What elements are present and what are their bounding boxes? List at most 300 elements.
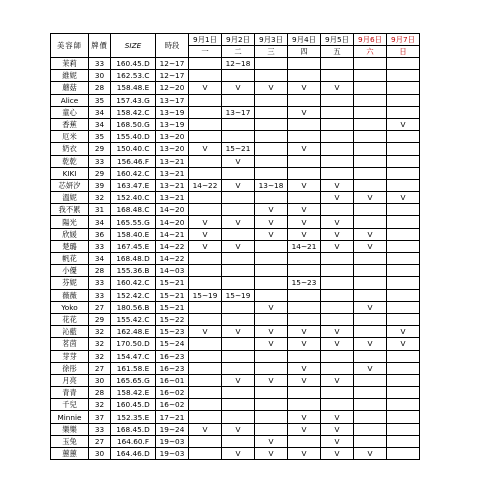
cell-day: [222, 338, 255, 350]
column-header-date: 9月7日: [387, 34, 420, 46]
cell-day: [255, 106, 288, 118]
cell-day: [222, 313, 255, 325]
cell-size: 154.47.C: [111, 350, 156, 362]
cell-day: [288, 265, 321, 277]
cell-day: V: [354, 192, 387, 204]
cell-time: 19~03: [156, 448, 189, 460]
cell-day: [288, 155, 321, 167]
cell-day: V: [288, 338, 321, 350]
cell-name: 樂樂: [51, 423, 89, 435]
cell-day: V: [354, 338, 387, 350]
cell-size: 152.42.C: [111, 289, 156, 301]
cell-time: 15~21: [156, 289, 189, 301]
cell-day: V: [321, 192, 354, 204]
cell-price: 36: [89, 228, 111, 240]
cell-day: [321, 265, 354, 277]
cell-day: [387, 350, 420, 362]
table-row: [51, 143, 420, 155]
cell-day: V: [321, 240, 354, 252]
cell-time: 16~23: [156, 362, 189, 374]
table-row: [51, 106, 420, 118]
cell-size: 152.40.C: [111, 192, 156, 204]
cell-day: V: [288, 82, 321, 94]
table-row: [51, 131, 420, 143]
table-row: [51, 338, 420, 350]
cell-day: V: [321, 216, 354, 228]
cell-day: [288, 289, 321, 301]
cell-name: 奶衣: [51, 143, 89, 155]
cell-day: V: [387, 118, 420, 130]
cell-day: [189, 301, 222, 313]
cell-day: [321, 143, 354, 155]
cell-day: [354, 131, 387, 143]
cell-day: [222, 265, 255, 277]
cell-day: [189, 411, 222, 423]
column-header-date: 9月1日: [189, 34, 222, 46]
cell-size: 156.46.F: [111, 155, 156, 167]
cell-day: [288, 435, 321, 447]
cell-size: 168.48.D: [111, 253, 156, 265]
cell-day: V: [255, 448, 288, 460]
cell-day: [222, 399, 255, 411]
cell-size: 170.50.D: [111, 338, 156, 350]
cell-day: [387, 253, 420, 265]
column-header-weekday: 四: [288, 46, 321, 58]
cell-name: 童心: [51, 106, 89, 118]
cell-day: [321, 155, 354, 167]
cell-day: [189, 387, 222, 399]
cell-name: 小優: [51, 265, 89, 277]
cell-day: [387, 216, 420, 228]
cell-day: [387, 423, 420, 435]
cell-day: [255, 58, 288, 70]
cell-name: 維妮: [51, 70, 89, 82]
column-header-date: 9月4日: [288, 34, 321, 46]
cell-day: [354, 216, 387, 228]
cell-name: 花花: [51, 313, 89, 325]
cell-day: [255, 240, 288, 252]
cell-day: [222, 301, 255, 313]
cell-day: [189, 399, 222, 411]
table-row: [51, 289, 420, 301]
table-row: [51, 448, 420, 460]
cell-price: 34: [89, 118, 111, 130]
cell-time: 19~03: [156, 435, 189, 447]
cell-day: [189, 155, 222, 167]
cell-day: [288, 94, 321, 106]
cell-name: 蘑菇: [51, 82, 89, 94]
cell-day: V: [189, 423, 222, 435]
cell-day: [288, 167, 321, 179]
cell-day: V: [321, 435, 354, 447]
cell-time: 13~21: [156, 179, 189, 191]
cell-day: [387, 301, 420, 313]
cell-day: [354, 289, 387, 301]
cell-time: 13~21: [156, 192, 189, 204]
cell-day: V: [189, 326, 222, 338]
cell-day: [321, 131, 354, 143]
cell-day: [387, 167, 420, 179]
cell-day: [189, 313, 222, 325]
table-row: [51, 155, 420, 167]
cell-time: 14~03: [156, 265, 189, 277]
cell-day: [354, 374, 387, 386]
cell-day: V: [321, 326, 354, 338]
cell-time: 12~17: [156, 58, 189, 70]
column-header-date: 9月6日: [354, 34, 387, 46]
cell-day: V: [189, 240, 222, 252]
cell-name: 我不累: [51, 204, 89, 216]
cell-day: [321, 313, 354, 325]
cell-day: V: [222, 179, 255, 191]
cell-day: [387, 228, 420, 240]
cell-day: [255, 387, 288, 399]
cell-day: [288, 192, 321, 204]
cell-size: 155.40.D: [111, 131, 156, 143]
cell-day: [222, 350, 255, 362]
table-row: [51, 94, 420, 106]
cell-size: 160.42.C: [111, 167, 156, 179]
cell-size: 163.47.E: [111, 179, 156, 191]
cell-day: V: [189, 143, 222, 155]
cell-day: [321, 167, 354, 179]
cell-day: [288, 70, 321, 82]
cell-name: 香蕉: [51, 118, 89, 130]
cell-time: 14~22: [156, 253, 189, 265]
cell-day: [288, 131, 321, 143]
cell-day: [255, 118, 288, 130]
cell-day: [255, 289, 288, 301]
cell-day: [387, 240, 420, 252]
cell-day: [189, 374, 222, 386]
cell-day: [354, 387, 387, 399]
cell-day: V: [255, 435, 288, 447]
cell-day: [189, 265, 222, 277]
cell-day: V: [255, 228, 288, 240]
table-row: [51, 350, 420, 362]
cell-time: 14~21: [156, 228, 189, 240]
cell-day: [222, 411, 255, 423]
table-row: [51, 435, 420, 447]
cell-price: 32: [89, 338, 111, 350]
cell-day: V: [354, 448, 387, 460]
cell-day: [189, 277, 222, 289]
cell-day: V: [354, 301, 387, 313]
cell-day: [354, 423, 387, 435]
cell-price: 33: [89, 277, 111, 289]
cell-day: [321, 301, 354, 313]
cell-price: 30: [89, 448, 111, 460]
cell-day: V: [288, 411, 321, 423]
cell-day: V: [222, 240, 255, 252]
cell-day: [354, 399, 387, 411]
cell-name: 溫妮: [51, 192, 89, 204]
cell-day: [189, 350, 222, 362]
cell-name: 楚璐: [51, 240, 89, 252]
cell-day: [354, 265, 387, 277]
cell-day: 13~18: [255, 179, 288, 191]
cell-day: [189, 131, 222, 143]
cell-name: 芬妮: [51, 277, 89, 289]
cell-size: 158.42.E: [111, 387, 156, 399]
cell-day: [255, 192, 288, 204]
cell-day: [387, 94, 420, 106]
cell-day: [354, 155, 387, 167]
cell-day: V: [222, 326, 255, 338]
cell-day: V: [255, 82, 288, 94]
cell-day: [288, 118, 321, 130]
cell-day: V: [222, 374, 255, 386]
cell-day: [387, 82, 420, 94]
cell-name: Minnie: [51, 411, 89, 423]
cell-day: V: [321, 411, 354, 423]
cell-day: [321, 106, 354, 118]
table-row: [51, 399, 420, 411]
cell-price: 27: [89, 435, 111, 447]
cell-day: [354, 58, 387, 70]
cell-price: 30: [89, 374, 111, 386]
cell-price: 33: [89, 58, 111, 70]
cell-day: V: [255, 326, 288, 338]
cell-size: 160.42.C: [111, 277, 156, 289]
cell-day: V: [189, 82, 222, 94]
cell-day: [255, 94, 288, 106]
cell-day: [321, 399, 354, 411]
cell-day: [288, 350, 321, 362]
cell-day: [387, 58, 420, 70]
cell-day: [354, 82, 387, 94]
cell-day: [321, 289, 354, 301]
cell-day: V: [222, 423, 255, 435]
schedule-table: [50, 33, 420, 460]
table-row: [51, 179, 420, 191]
cell-day: [354, 70, 387, 82]
cell-price: 37: [89, 411, 111, 423]
cell-price: 34: [89, 253, 111, 265]
cell-day: [222, 94, 255, 106]
cell-day: 15~21: [222, 143, 255, 155]
cell-price: 31: [89, 204, 111, 216]
cell-day: V: [321, 374, 354, 386]
table-row: [51, 228, 420, 240]
cell-day: [288, 313, 321, 325]
column-header-weekday: 三: [255, 46, 288, 58]
cell-time: 13~21: [156, 155, 189, 167]
cell-price: 27: [89, 301, 111, 313]
cell-time: 16~01: [156, 374, 189, 386]
cell-size: 180.56.B: [111, 301, 156, 313]
cell-name: 月亮: [51, 374, 89, 386]
cell-day: [354, 350, 387, 362]
cell-price: 33: [89, 423, 111, 435]
cell-day: [321, 204, 354, 216]
cell-size: 155.36.B: [111, 265, 156, 277]
cell-day: [354, 277, 387, 289]
cell-day: V: [387, 326, 420, 338]
cell-time: 15~22: [156, 313, 189, 325]
cell-price: 28: [89, 82, 111, 94]
table-row: [51, 301, 420, 313]
cell-time: 15~21: [156, 301, 189, 313]
cell-day: [387, 289, 420, 301]
cell-name: 厄米: [51, 131, 89, 143]
cell-day: V: [288, 204, 321, 216]
cell-day: [354, 118, 387, 130]
cell-day: [189, 58, 222, 70]
cell-day: [354, 313, 387, 325]
column-header-date: 9月5日: [321, 34, 354, 46]
cell-day: [387, 362, 420, 374]
table-row: [51, 313, 420, 325]
table-row: [51, 192, 420, 204]
cell-time: 13~19: [156, 106, 189, 118]
cell-day: V: [288, 106, 321, 118]
cell-name: 茉莉: [51, 58, 89, 70]
cell-time: 13~20: [156, 131, 189, 143]
cell-day: [354, 94, 387, 106]
cell-day: [321, 277, 354, 289]
column-header-size: SIZE: [111, 34, 156, 58]
cell-size: 160.45.D: [111, 399, 156, 411]
cell-size: 150.40.C: [111, 143, 156, 155]
cell-day: [288, 399, 321, 411]
cell-day: 15~19: [189, 289, 222, 301]
cell-day: [222, 228, 255, 240]
cell-price: 33: [89, 289, 111, 301]
cell-price: 32: [89, 350, 111, 362]
cell-time: 14~20: [156, 204, 189, 216]
cell-price: 29: [89, 143, 111, 155]
cell-day: V: [354, 362, 387, 374]
cell-time: 14~20: [156, 216, 189, 228]
table-row: [51, 387, 420, 399]
cell-day: [288, 253, 321, 265]
cell-name: 薇薇: [51, 289, 89, 301]
cell-day: [255, 411, 288, 423]
table-row: [51, 374, 420, 386]
cell-day: [255, 362, 288, 374]
cell-day: V: [354, 240, 387, 252]
cell-day: [222, 167, 255, 179]
cell-day: [387, 374, 420, 386]
table-row: [51, 411, 420, 423]
cell-size: 158.48.E: [111, 82, 156, 94]
cell-day: [189, 448, 222, 460]
cell-day: V: [288, 326, 321, 338]
cell-name: 欣媛: [51, 228, 89, 240]
cell-size: 155.42.C: [111, 313, 156, 325]
cell-day: V: [387, 192, 420, 204]
cell-name: 蕙蕙: [51, 448, 89, 460]
cell-day: [387, 131, 420, 143]
cell-day: [288, 58, 321, 70]
cell-day: [222, 277, 255, 289]
cell-size: 157.43.G: [111, 94, 156, 106]
cell-size: 161.58.E: [111, 362, 156, 374]
cell-day: [354, 204, 387, 216]
cell-day: [222, 362, 255, 374]
cell-price: 33: [89, 240, 111, 252]
cell-day: [354, 106, 387, 118]
cell-day: [222, 131, 255, 143]
cell-day: V: [288, 228, 321, 240]
cell-size: 158.42.C: [111, 106, 156, 118]
cell-day: [222, 435, 255, 447]
cell-time: 12~17: [156, 70, 189, 82]
cell-day: [255, 423, 288, 435]
cell-price: 32: [89, 192, 111, 204]
cell-time: 14~22: [156, 240, 189, 252]
cell-day: [354, 179, 387, 191]
cell-size: 168.48.C: [111, 204, 156, 216]
cell-size: 165.65.G: [111, 374, 156, 386]
cell-day: [354, 167, 387, 179]
cell-name: 徐彤: [51, 362, 89, 374]
table-row: [51, 326, 420, 338]
cell-size: 164.46.D: [111, 448, 156, 460]
cell-name: 乾乾: [51, 155, 89, 167]
cell-name: 沁藍: [51, 326, 89, 338]
cell-day: V: [387, 338, 420, 350]
cell-price: 29: [89, 313, 111, 325]
cell-day: V: [222, 82, 255, 94]
cell-day: V: [288, 423, 321, 435]
cell-time: 13~20: [156, 143, 189, 155]
cell-day: [222, 204, 255, 216]
cell-day: V: [189, 228, 222, 240]
table-body: [51, 58, 420, 460]
cell-day: V: [189, 216, 222, 228]
cell-day: [321, 118, 354, 130]
table-row: [51, 58, 420, 70]
table-row: [51, 253, 420, 265]
column-header-weekday: 二: [222, 46, 255, 58]
cell-day: [255, 155, 288, 167]
cell-size: 162.53.C: [111, 70, 156, 82]
column-header-weekday: 日: [387, 46, 420, 58]
cell-day: [255, 143, 288, 155]
cell-time: 16~02: [156, 399, 189, 411]
cell-size: 168.50.G: [111, 118, 156, 130]
cell-day: [288, 387, 321, 399]
cell-day: [354, 253, 387, 265]
table-row: [51, 265, 420, 277]
cell-day: [255, 265, 288, 277]
cell-size: 165.55.G: [111, 216, 156, 228]
cell-name: 千兒: [51, 399, 89, 411]
cell-size: 164.60.F: [111, 435, 156, 447]
cell-price: 32: [89, 326, 111, 338]
cell-day: [222, 70, 255, 82]
cell-day: V: [288, 179, 321, 191]
cell-price: 33: [89, 155, 111, 167]
cell-day: 15~23: [288, 277, 321, 289]
table-row: [51, 82, 420, 94]
cell-size: 167.45.E: [111, 240, 156, 252]
cell-time: 16~02: [156, 387, 189, 399]
cell-day: [222, 192, 255, 204]
cell-day: [222, 253, 255, 265]
cell-day: [189, 94, 222, 106]
cell-time: 13~19: [156, 118, 189, 130]
cell-name: 陽光: [51, 216, 89, 228]
cell-day: [354, 326, 387, 338]
cell-day: V: [255, 204, 288, 216]
cell-day: V: [321, 82, 354, 94]
column-header-weekday: 一: [189, 46, 222, 58]
cell-name: Alice: [51, 94, 89, 106]
table-row: [51, 70, 420, 82]
